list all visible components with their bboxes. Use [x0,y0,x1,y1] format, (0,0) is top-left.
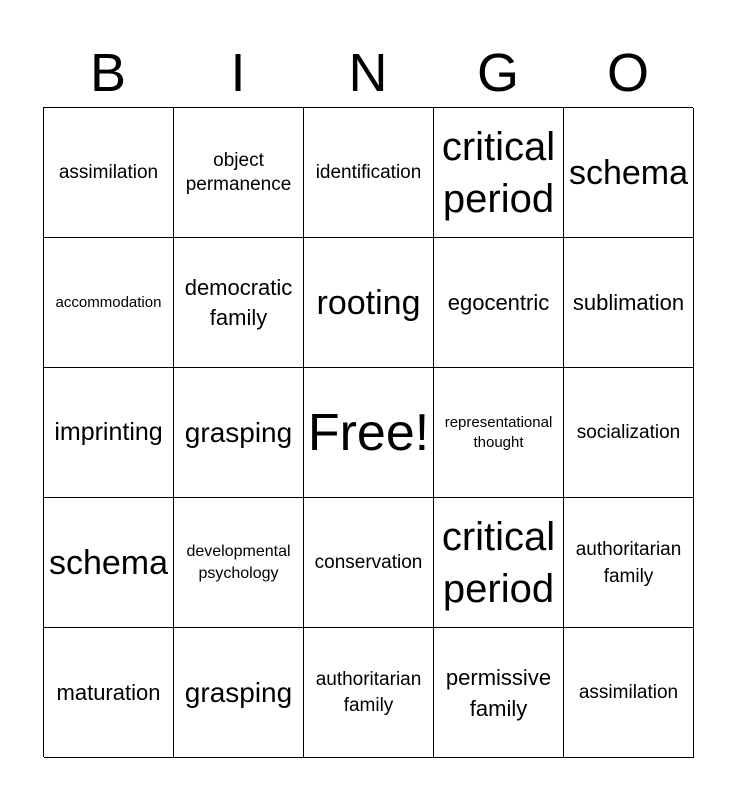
bingo-cell[interactable] [44,108,174,238]
bingo-cell[interactable] [44,238,174,368]
bingo-cell[interactable] [564,498,694,628]
cell-text: authoritarian family [315,668,422,716]
bingo-cell[interactable] [174,108,304,238]
cell-text: authoritarian family [575,538,682,587]
bingo-cell[interactable] [564,238,694,368]
bingo-cell[interactable] [304,628,434,758]
cell-text: egocentric [447,290,550,315]
bingo-cell free-space[interactable] [304,368,434,498]
header-letter-g: G [476,43,519,103]
cell-text: schema [568,153,689,192]
cell-text: democratic family [184,274,293,330]
cell-text: object permanence [185,149,292,195]
bingo-cell[interactable] [174,238,304,368]
cell-text: rooting [316,283,421,322]
cell-text: assimilation [58,161,159,183]
cell-text: grasping [184,677,293,708]
cell-text: maturation [56,680,161,705]
cell-text: schema [48,543,169,582]
free-space-text: Free! [307,403,430,462]
header-letter-o: O [606,43,649,103]
cell-text: identification [315,161,422,183]
cell-text: conservation [314,551,423,573]
cell-text: imprinting [54,418,163,446]
cell-text: critical period [441,514,556,611]
bingo-cell[interactable] [434,368,564,498]
bingo-cell[interactable] [564,368,694,498]
bingo-cell[interactable] [44,368,174,498]
bingo-header [43,40,693,106]
bingo-cell[interactable] [44,498,174,628]
bingo-cell[interactable] [434,108,564,238]
bingo-cell[interactable] [174,498,304,628]
bingo-cell[interactable] [564,628,694,758]
cell-text: representational thought [444,413,553,451]
cell-text: critical period [441,124,556,221]
bingo-cell[interactable] [434,628,564,758]
bingo-cell[interactable] [304,238,434,368]
header-letter-n: N [348,43,388,103]
cell-text: developmental psychology [186,542,291,582]
header-letter-i: I [230,43,246,103]
bingo-cell[interactable] [44,628,174,758]
header-letter-b: B [89,43,127,103]
cell-text: permissive family [445,664,552,721]
bingo-cell[interactable] [434,238,564,368]
bingo-cell[interactable] [304,108,434,238]
bingo-cell[interactable] [434,498,564,628]
cell-text: accommodation [55,293,162,311]
bingo-cell[interactable] [174,628,304,758]
bingo-cell[interactable] [174,368,304,498]
bingo-board [43,107,693,757]
bingo-cell[interactable] [304,498,434,628]
cell-text: assimilation [578,681,679,703]
cell-text: socialization [576,421,681,443]
cell-text: sublimation [572,290,685,315]
cell-text: grasping [184,417,293,448]
bingo-cell[interactable] [564,108,694,238]
